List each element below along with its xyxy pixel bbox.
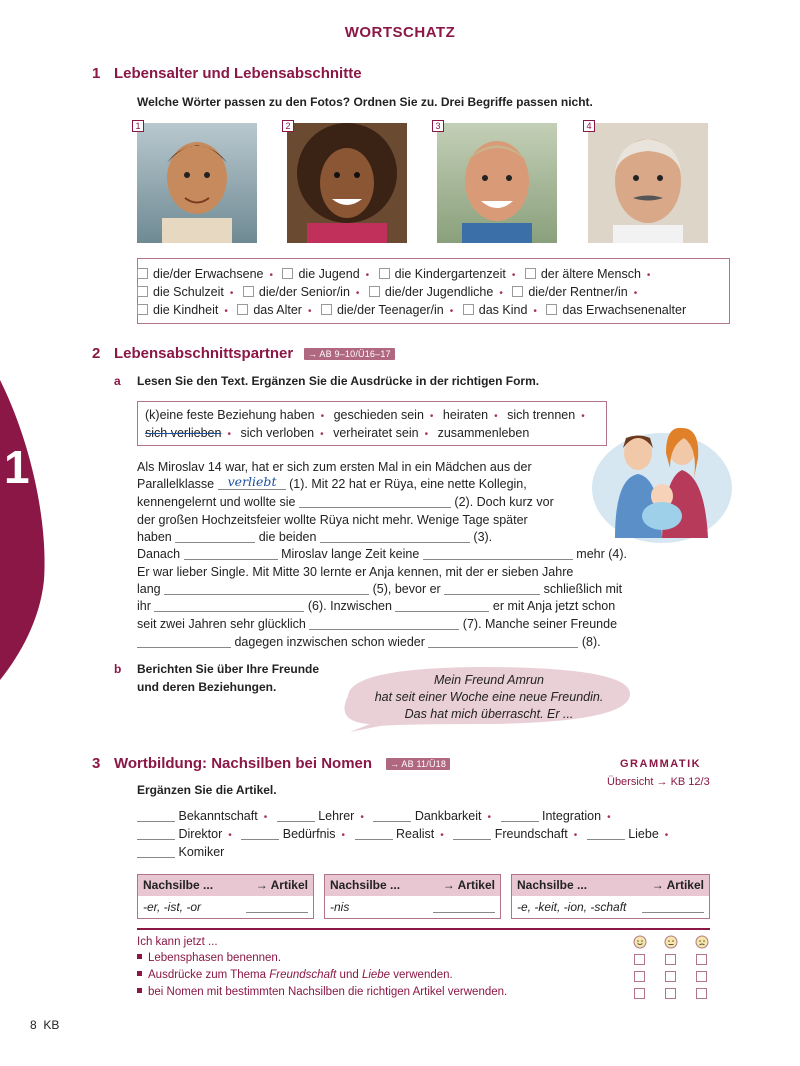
- article-gap[interactable]: [501, 810, 539, 822]
- checkbox[interactable]: [137, 268, 148, 279]
- section-1-instruction: Welche Wörter passen zu den Fotos? Ordnen Sie zu. Drei Begriffe passen nicht.: [137, 95, 593, 109]
- gap-4b[interactable]: [423, 548, 573, 560]
- word-row-3: die Kindheit • das Alter • die/der Teenager/in • das Kind • das Erwachsenenalter: [137, 303, 686, 317]
- task-a-label: a: [114, 374, 121, 388]
- bullet-icon: [137, 954, 142, 959]
- text: dagegen inzwischen schon wieder: [234, 635, 425, 649]
- word: die Jugend: [298, 267, 360, 281]
- chapter-number: 1: [4, 441, 30, 493]
- self-check-box[interactable]: [696, 971, 707, 982]
- self-check-box[interactable]: [696, 988, 707, 999]
- self-check-box[interactable]: [634, 954, 645, 965]
- smiley-sad-icon: [695, 935, 709, 949]
- article-answer[interactable]: [642, 901, 704, 913]
- task-b-label: b: [114, 662, 122, 676]
- text-line-10: [137, 617, 617, 631]
- text: Parallelklasse: [137, 477, 215, 491]
- checkbox[interactable]: [282, 268, 293, 279]
- checkbox[interactable]: [379, 268, 390, 279]
- text: (6). Inzwischen: [307, 599, 392, 613]
- can-do-text: bei Nomen mit bestimmten Nachsilben die richtigen Artikel verwenden.: [148, 986, 508, 998]
- bubble-line: hat seit einer Woche eine neue Freundin.: [374, 690, 604, 704]
- smiley-happy-icon: [633, 935, 647, 949]
- text: schließlich mit: [543, 582, 623, 596]
- suffix-cell: -e, -keit, -ion, -schaft: [517, 900, 627, 914]
- can-do-item-2: [137, 969, 453, 981]
- text-line-1: Als Miroslav 14 war, hat er sich zum ersten Mal in ein Mädchen aus der: [137, 460, 532, 474]
- checkbox[interactable]: [525, 268, 536, 279]
- text-line-7: Er war lieber Single. Mit Mitte 30 lernte er Anja kennen, mit der er sieben Jahre: [137, 565, 574, 579]
- section-3-instruction: Ergänzen Sie die Artikel.: [137, 783, 277, 797]
- text: die beiden: [258, 530, 317, 544]
- table-header: → Artikel: [255, 878, 308, 892]
- checkbox[interactable]: [369, 286, 380, 297]
- text-line-8: [137, 582, 622, 596]
- expression: heiraten: [442, 408, 489, 422]
- gap-6a[interactable]: [444, 583, 540, 595]
- section-1-title: Lebensalter und Lebensabschnitte: [114, 65, 362, 82]
- word: das Alter: [253, 303, 302, 317]
- expression: zusammenleben: [437, 426, 530, 440]
- gap-2[interactable]: [299, 496, 451, 508]
- text: (3).: [473, 530, 493, 544]
- checkbox[interactable]: [512, 286, 523, 297]
- can-do-text-italic: Liebe: [361, 969, 391, 981]
- noun: Bedürfnis: [282, 827, 336, 841]
- gap-1[interactable]: [218, 474, 286, 490]
- word: die/der Teenager/in: [336, 303, 444, 317]
- section-2-number: 2: [92, 345, 101, 362]
- chapter-tab-shape: [0, 380, 50, 680]
- article-row-1: Bekanntschaft • Lehrer • Dankbarkeit • Integration •: [137, 809, 617, 823]
- task-b-instruction-1: Berichten Sie über Ihre Freunde: [137, 662, 320, 676]
- text: (2). Doch kurz vor: [454, 495, 554, 509]
- article-gap[interactable]: [453, 828, 491, 840]
- word: die/der Senior/in: [258, 285, 350, 299]
- section-1-number: 1: [92, 65, 101, 82]
- text: Danach: [137, 547, 181, 561]
- photo-number-1: 1: [132, 120, 144, 132]
- can-do-text: Lebensphasen benennen.: [148, 952, 282, 964]
- noun: Realist: [396, 827, 435, 841]
- article-gap[interactable]: [137, 846, 175, 858]
- table-header: → Artikel: [651, 878, 704, 892]
- bullet-icon: [137, 971, 142, 976]
- word: die/der Jugendliche: [384, 285, 494, 299]
- grammatik-label: GRAMMATIK: [620, 758, 702, 770]
- noun: Freundschaft: [494, 827, 568, 841]
- word-row-1: die/der Erwachsene • die Jugend • die Kindergartenzeit • der ältere Mensch •: [137, 267, 656, 281]
- photo-young-woman: [287, 123, 407, 243]
- text: seit zwei Jahren sehr glücklich: [137, 617, 306, 631]
- photo-number-3: 3: [432, 120, 444, 132]
- checkbox[interactable]: [463, 304, 474, 315]
- text: ihr: [137, 599, 151, 613]
- text-line-9: [137, 599, 615, 613]
- page-title: WORTSCHATZ: [344, 24, 456, 41]
- suffix-table-3: [511, 874, 710, 919]
- checkbox[interactable]: [243, 286, 254, 297]
- article-answer[interactable]: [246, 901, 308, 913]
- text: lang: [137, 582, 161, 596]
- photo-number-4: 4: [583, 120, 595, 132]
- bubble-line: Mein Freund Amrun: [434, 673, 544, 687]
- checkbox[interactable]: [237, 304, 248, 315]
- table-header: Nachsilbe ...: [517, 878, 588, 892]
- expression: geschieden sein: [333, 408, 424, 422]
- text-line-3: [137, 495, 554, 509]
- gap-3a[interactable]: [175, 531, 255, 543]
- text: haben: [137, 530, 172, 544]
- photo-child: [137, 123, 257, 243]
- word: die Kindheit: [153, 303, 219, 317]
- text: Miroslav lange Zeit keine: [281, 547, 420, 561]
- word: die/der Rentner/in: [528, 285, 628, 299]
- gap-7a[interactable]: [395, 600, 489, 612]
- text-line-11: [137, 635, 601, 649]
- article-row-3: [137, 845, 224, 859]
- word: die/der Erwachsene: [153, 267, 264, 281]
- noun: Komiker: [178, 845, 225, 859]
- suffix-cell: -er, -ist, -or: [143, 900, 202, 914]
- word-row-2: die Schulzeit • die/der Senior/in • die/der Jugendliche • die/der Rentner/in •: [137, 285, 643, 299]
- section-3-title: Wortbildung: Nachsilben bei Nomen: [114, 755, 373, 772]
- text-line-4: der großen Hochzeitsfeier wollte Rüya nicht mehr. Wenige Tage später: [137, 513, 528, 527]
- suffix-table-2: [324, 874, 501, 919]
- table-header: → Artikel: [442, 878, 495, 892]
- gap-5[interactable]: [164, 583, 369, 595]
- self-check-box[interactable]: [634, 971, 645, 982]
- expression: (k)eine feste Beziehung haben: [145, 408, 315, 422]
- text: er mit Anja jetzt schon: [492, 599, 616, 613]
- article-gap[interactable]: [137, 828, 175, 840]
- can-do-text: Ausdrücke zum Thema: [148, 969, 270, 981]
- checkbox[interactable]: [137, 304, 148, 315]
- table-header: Nachsilbe ...: [143, 878, 214, 892]
- handwritten-answer: verliebt: [227, 474, 277, 489]
- text: kennengelernt und wollte sie: [137, 495, 296, 509]
- gap-8b[interactable]: [428, 636, 578, 648]
- section-2-title: Lebensabschnittspartner: [114, 345, 294, 362]
- photo-older-man: [588, 123, 708, 243]
- text: (7). Manche seiner Freunde: [462, 617, 618, 631]
- article-gap[interactable]: [277, 810, 315, 822]
- grammatik-reference: Übersicht → KB 12/3: [607, 776, 710, 788]
- checkbox[interactable]: [546, 304, 557, 315]
- word: die Schulzeit: [153, 285, 224, 299]
- text-line-2: [137, 474, 527, 491]
- noun: Liebe: [628, 827, 659, 841]
- text: (1). Mit 22 hat er Rüya, eine nette Kollegin,: [289, 477, 527, 491]
- article-answer[interactable]: [433, 901, 495, 913]
- noun: Integration: [542, 809, 602, 823]
- table-header: Nachsilbe ...: [330, 878, 401, 892]
- article-row-2: Direktor • Bedürfnis • Realist • Freundschaft • Liebe •: [137, 827, 674, 841]
- task-a-instruction: Lesen Sie den Text. Ergänzen Sie die Ausdrücke in der richtigen Form.: [137, 374, 540, 388]
- word: die Kindergartenzeit: [394, 267, 506, 281]
- suffix-table-1: [137, 874, 314, 919]
- article-gap[interactable]: [355, 828, 393, 840]
- article-gap[interactable]: [587, 828, 625, 840]
- can-do-item-1: [137, 952, 281, 964]
- noun: Lehrer: [318, 809, 355, 823]
- expression: sich verloben: [240, 426, 315, 440]
- can-do-text-italic: Freundschaft: [269, 969, 337, 981]
- self-check-box[interactable]: [696, 954, 707, 965]
- expression: verheiratet sein: [333, 426, 419, 440]
- expression-row-1: (k)eine feste Beziehung haben • geschieden sein • heiraten • sich trennen •: [145, 408, 585, 422]
- text: (5), bevor er: [372, 582, 441, 596]
- self-check-box[interactable]: [665, 971, 676, 982]
- expression-struck: sich verlieben: [145, 426, 222, 440]
- expression: sich trennen: [507, 408, 576, 422]
- self-check-box[interactable]: [665, 988, 676, 999]
- self-check-box[interactable]: [665, 954, 676, 965]
- photo-number-2: 2: [282, 120, 294, 132]
- article-gap[interactable]: [137, 810, 175, 822]
- checkbox[interactable]: [321, 304, 332, 315]
- suffix-cell: -nis: [330, 900, 350, 914]
- checkbox[interactable]: [137, 286, 148, 297]
- gap-8a[interactable]: [137, 636, 231, 648]
- bullet-icon: [137, 988, 142, 993]
- noun: Dankbarkeit: [414, 809, 482, 823]
- text: (8).: [581, 635, 601, 649]
- section-3-number: 3: [92, 755, 101, 772]
- gap-4a[interactable]: [184, 548, 278, 560]
- text: mehr (4).: [576, 547, 627, 561]
- word: der ältere Mensch: [540, 267, 641, 281]
- expression-row-2: sich verlieben • sich verloben • verheiratet sein • zusammenleben: [145, 426, 530, 440]
- can-do-text: verwenden.: [390, 969, 453, 981]
- word: das Kind: [478, 303, 528, 317]
- gap-7b[interactable]: [309, 618, 459, 630]
- can-do-text: und: [336, 969, 362, 981]
- noun: Bekanntschaft: [178, 809, 258, 823]
- speech-bubble: [345, 672, 633, 723]
- self-check-box[interactable]: [634, 988, 645, 999]
- family-illustration: [590, 408, 735, 548]
- photo-adult-man: [437, 123, 557, 243]
- can-do-divider: [137, 928, 710, 930]
- noun: Direktor: [178, 827, 223, 841]
- workbook-reference: → AB 9–10/Ü16–17: [304, 348, 395, 360]
- article-gap[interactable]: [373, 810, 411, 822]
- gap-3b[interactable]: [320, 531, 470, 543]
- can-do-item-3: [137, 986, 507, 998]
- bubble-line: Das hat mich überrascht. Er ...: [404, 707, 574, 721]
- article-gap[interactable]: [241, 828, 279, 840]
- can-do-title: Ich kann jetzt ...: [137, 936, 218, 948]
- page-footer: 8 KB: [30, 1018, 60, 1032]
- smiley-neutral-icon: [664, 935, 678, 949]
- word: das Erwachsenenalter: [562, 303, 687, 317]
- text-line-5: [137, 530, 492, 544]
- text-line-6: [137, 547, 627, 561]
- workbook-reference-3: → AB 11/Ü18: [386, 758, 450, 770]
- task-b-instruction-2: und deren Beziehungen.: [137, 680, 277, 694]
- gap-6b[interactable]: [154, 600, 304, 612]
